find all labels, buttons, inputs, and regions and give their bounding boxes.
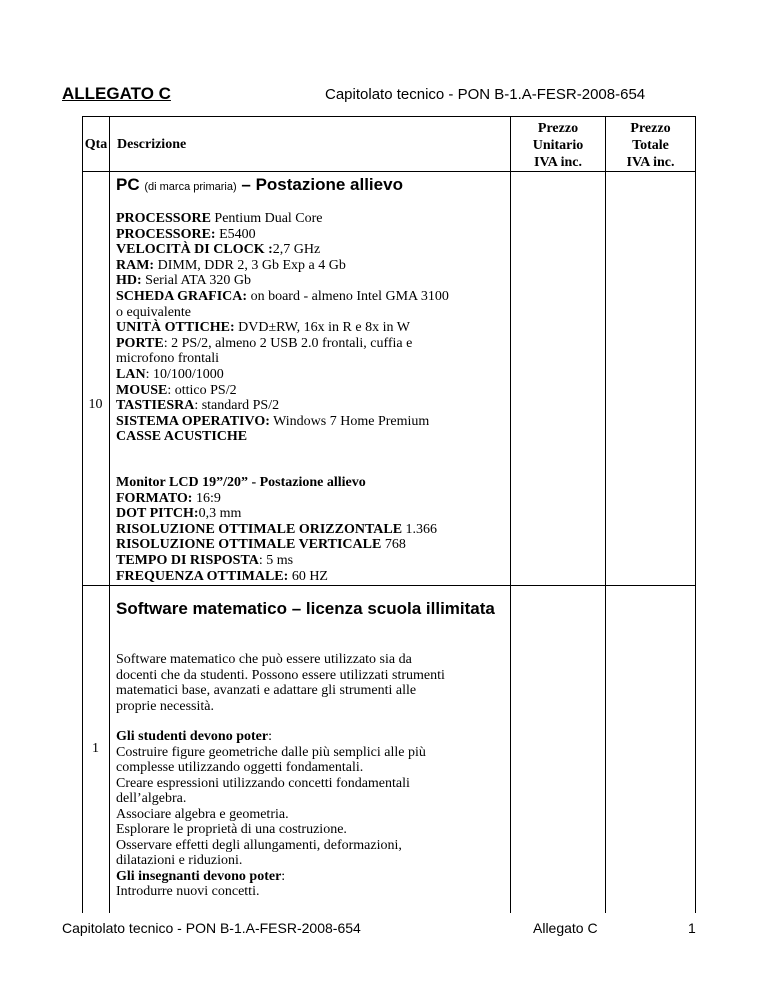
pc-spec-list	[116, 211, 506, 445]
student-requirement: Costruire figure geometriche dalle più semplici alle più	[116, 744, 426, 760]
pc-spec-line: RAM: DIMM, DDR 2, 3 Gb Exp a 4 Gb	[116, 257, 346, 273]
pc-spec-line: CASSE ACUSTICHE	[116, 429, 248, 445]
software-intro-line: proprie necessità.	[116, 698, 214, 714]
col-unit-line-1: Prezzo	[537, 121, 579, 136]
pc-spec-line: HD: Serial ATA 320 Gb	[116, 273, 251, 289]
footer-attachment-label: Allegato C	[533, 920, 598, 936]
pc-spec-line: VELOCITÀ DI CLOCK :2,7 GHz	[116, 242, 321, 258]
software-intro-line: Software matematico che può essere utilizzato sia da	[116, 652, 412, 667]
monitor-spec-line: RISOLUZIONE OTTIMALE VERTICALE 768	[116, 537, 406, 553]
table-divider-qty	[109, 116, 110, 913]
monitor-spec-line: DOT PITCH:0,3 mm	[116, 506, 242, 522]
student-requirement: complesse utilizzando oggetti fondamentali.	[116, 760, 364, 775]
pc-title-main: PC	[116, 175, 140, 194]
student-requirement: Creare espressioni utilizzando concetti fondamentali	[116, 775, 410, 791]
software-title: Software matematico – licenza scuola illimitata	[116, 599, 495, 618]
software-quantity: 1	[92, 741, 99, 756]
monitor-spec-line: FORMATO: 16:9	[116, 490, 221, 506]
software-intro	[116, 652, 506, 714]
pc-spec-line: microfono frontali	[116, 351, 220, 367]
col-total-line-1: Prezzo	[630, 121, 671, 136]
pc-spec-line: o equivalente	[116, 304, 192, 320]
pc-spec-line: SCHEDA GRAFICA: on board - almeno Intel GMA 3100	[116, 288, 449, 304]
table-border-right	[695, 116, 696, 913]
pc-title-brand-note: (di marca primaria)	[144, 181, 237, 193]
teachers-heading: Gli insegnanti devono poter:	[116, 868, 286, 884]
teacher-requirement: Introdurre nuovi concetti.	[116, 884, 260, 899]
student-requirement: dell’algebra.	[116, 791, 187, 806]
document-subtitle: Capitolato tecnico - PON B-1.A-FESR-2008-654	[325, 86, 646, 103]
table-header-divider	[82, 171, 696, 172]
monitor-spec-line: TEMPO DI RISPOSTA: 5 ms	[116, 552, 294, 568]
table-divider-desc	[510, 116, 511, 913]
students-heading: Gli studenti devono poter:	[116, 729, 272, 744]
col-total-line-2: Totale	[632, 138, 669, 153]
col-unit-price-header	[510, 120, 606, 171]
col-total-price-header	[605, 120, 696, 171]
document-title: ALLEGATO C	[62, 84, 171, 103]
student-requirement: dilatazioni e riduzioni.	[116, 853, 243, 868]
col-unit-line-2: Unitario	[532, 138, 584, 153]
monitor-spec-line: Monitor LCD 19”/20” - Postazione allievo	[116, 475, 366, 490]
col-desc-header: Descrizione	[117, 137, 187, 152]
student-requirement: Esplorare le proprietà di una costruzione.	[116, 822, 347, 837]
software-requirements	[116, 729, 506, 900]
page-number: 1	[688, 920, 696, 936]
software-intro-line: docenti che da studenti. Possono essere utilizzati strumenti	[116, 667, 445, 683]
pc-spec-line: PROCESSORE Pentium Dual Core	[116, 211, 323, 226]
pc-title	[116, 175, 403, 195]
pc-spec-line: PORTE: 2 PS/2, almeno 2 USB 2.0 frontali, cuffia e	[116, 335, 413, 351]
table-border-left	[82, 116, 83, 913]
pc-quantity: 10	[88, 397, 103, 412]
footer-document-ref: Capitolato tecnico - PON B-1.A-FESR-2008-654	[62, 920, 361, 936]
student-requirement: Associare algebra e geometria.	[116, 806, 289, 822]
student-requirement: Osservare effetti degli allungamenti, deformazioni,	[116, 837, 402, 853]
col-qta-header: Qta	[84, 137, 108, 152]
table-border-top	[82, 116, 696, 117]
table-row-divider	[82, 585, 696, 586]
col-unit-line-3: IVA inc.	[534, 155, 582, 170]
col-total-line-3: IVA inc.	[626, 155, 675, 170]
monitor-spec-list	[116, 475, 506, 584]
monitor-spec-line: RISOLUZIONE OTTIMALE ORIZZONTALE 1.366	[116, 521, 438, 537]
pc-spec-line: UNITÀ OTTICHE: DVD±RW, 16x in R e 8x in W	[116, 320, 410, 336]
pc-spec-line: SISTEMA OPERATIVO: Windows 7 Home Premium	[116, 413, 430, 429]
pc-spec-line: TASTIESRA: standard PS/2	[116, 398, 280, 414]
table-divider-unit	[605, 116, 606, 913]
monitor-spec-line: FREQUENZA OTTIMALE: 60 HZ	[116, 568, 328, 584]
software-intro-line: matematici base, avanzati e adattare gli strumenti alle	[116, 683, 417, 698]
pc-spec-line: LAN: 10/100/1000	[116, 366, 224, 382]
pc-spec-line: PROCESSORE: E5400	[116, 226, 256, 242]
pc-spec-line: MOUSE: ottico PS/2	[116, 382, 237, 398]
pc-title-rest: – Postazione allievo	[241, 175, 403, 194]
